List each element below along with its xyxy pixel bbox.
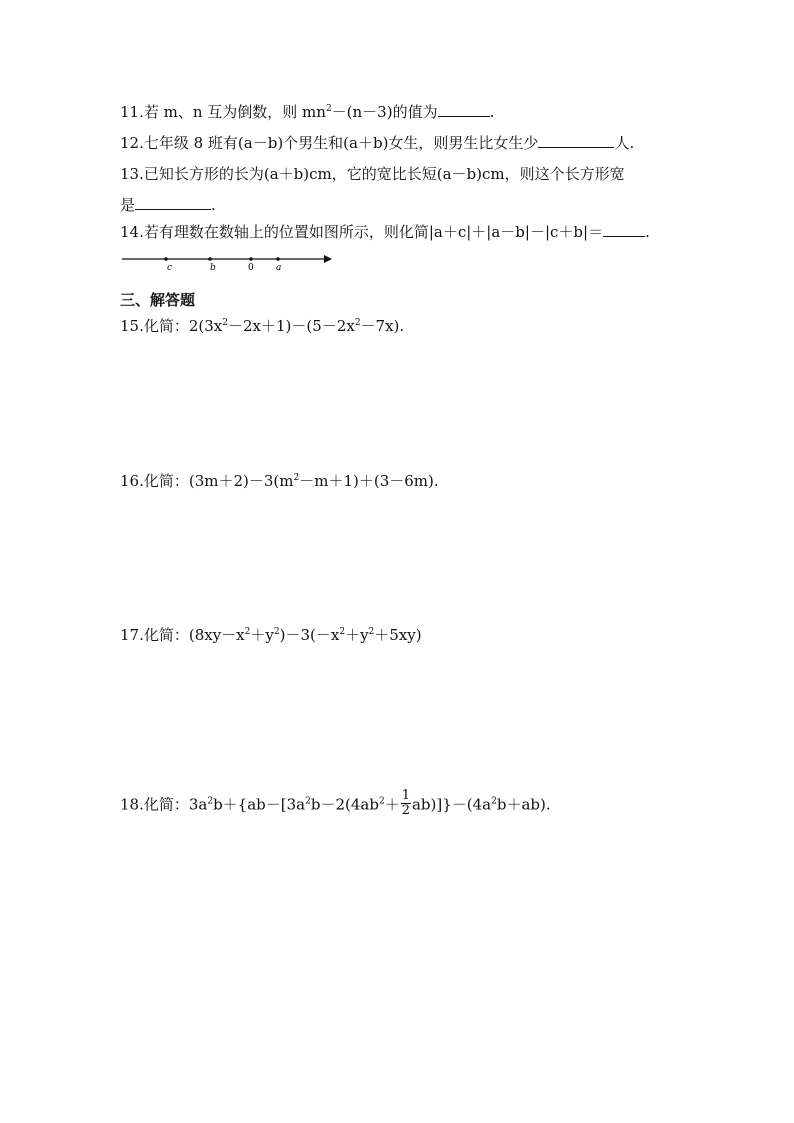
fraction-one-half: $\frac{1}{2}$ — [401, 788, 410, 818]
question-17: 17.化简：$(8xy-x^2+y^2)-3(-x^2+y^2+5xy)$ — [120, 626, 422, 644]
label-a: a — [276, 263, 282, 273]
point-c — [164, 257, 168, 261]
question-12: 12.七年级 8 班有(a－b)个男生和(a＋b)女生，则男生比女生少 人. — [120, 134, 635, 152]
section-heading: 三、解答题 — [120, 291, 196, 309]
arrow-head-icon — [324, 255, 332, 263]
answer-blank[interactable] — [538, 132, 614, 148]
question-15: 15.化简：$2(3x^2-2x+1)-(5-2x^2-7x)$. — [120, 317, 405, 335]
question-18: 18.化简：$3a^2b+\{ab-[3a^2b-2(4ab^2+$ $\frac{1}{2}$ $ab)]\}-(4a^2b+ab)$. — [120, 788, 551, 818]
label-0: 0 — [248, 263, 254, 273]
question-11: 11.若 m、n 互为倒数，则 $mn^2-(n-3)$的值为 . — [120, 103, 495, 121]
question-13-line-1: 13.已知长方形的长为(a＋b)cm，它的宽比长短(a－b)cm，则这个长方形宽 — [120, 165, 625, 183]
label-c: c — [167, 263, 173, 273]
point-a — [276, 257, 280, 261]
point-b — [208, 257, 212, 261]
answer-blank[interactable] — [135, 194, 211, 210]
question-13-line-2: 是 . — [120, 196, 216, 214]
question-16: 16.化简：$(3m+2)-3(m^2-m+1)+(3-6m)$. — [120, 472, 439, 490]
label-b: b — [210, 263, 216, 273]
question-14: 14.若有理数在数轴上的位置如图所示，则化简|a＋c|＋|a－b|－|c＋b|＝ . — [120, 223, 650, 241]
answer-blank[interactable] — [603, 221, 645, 237]
point-0 — [249, 257, 253, 261]
answer-blank[interactable] — [438, 101, 490, 117]
number-line — [120, 250, 334, 276]
